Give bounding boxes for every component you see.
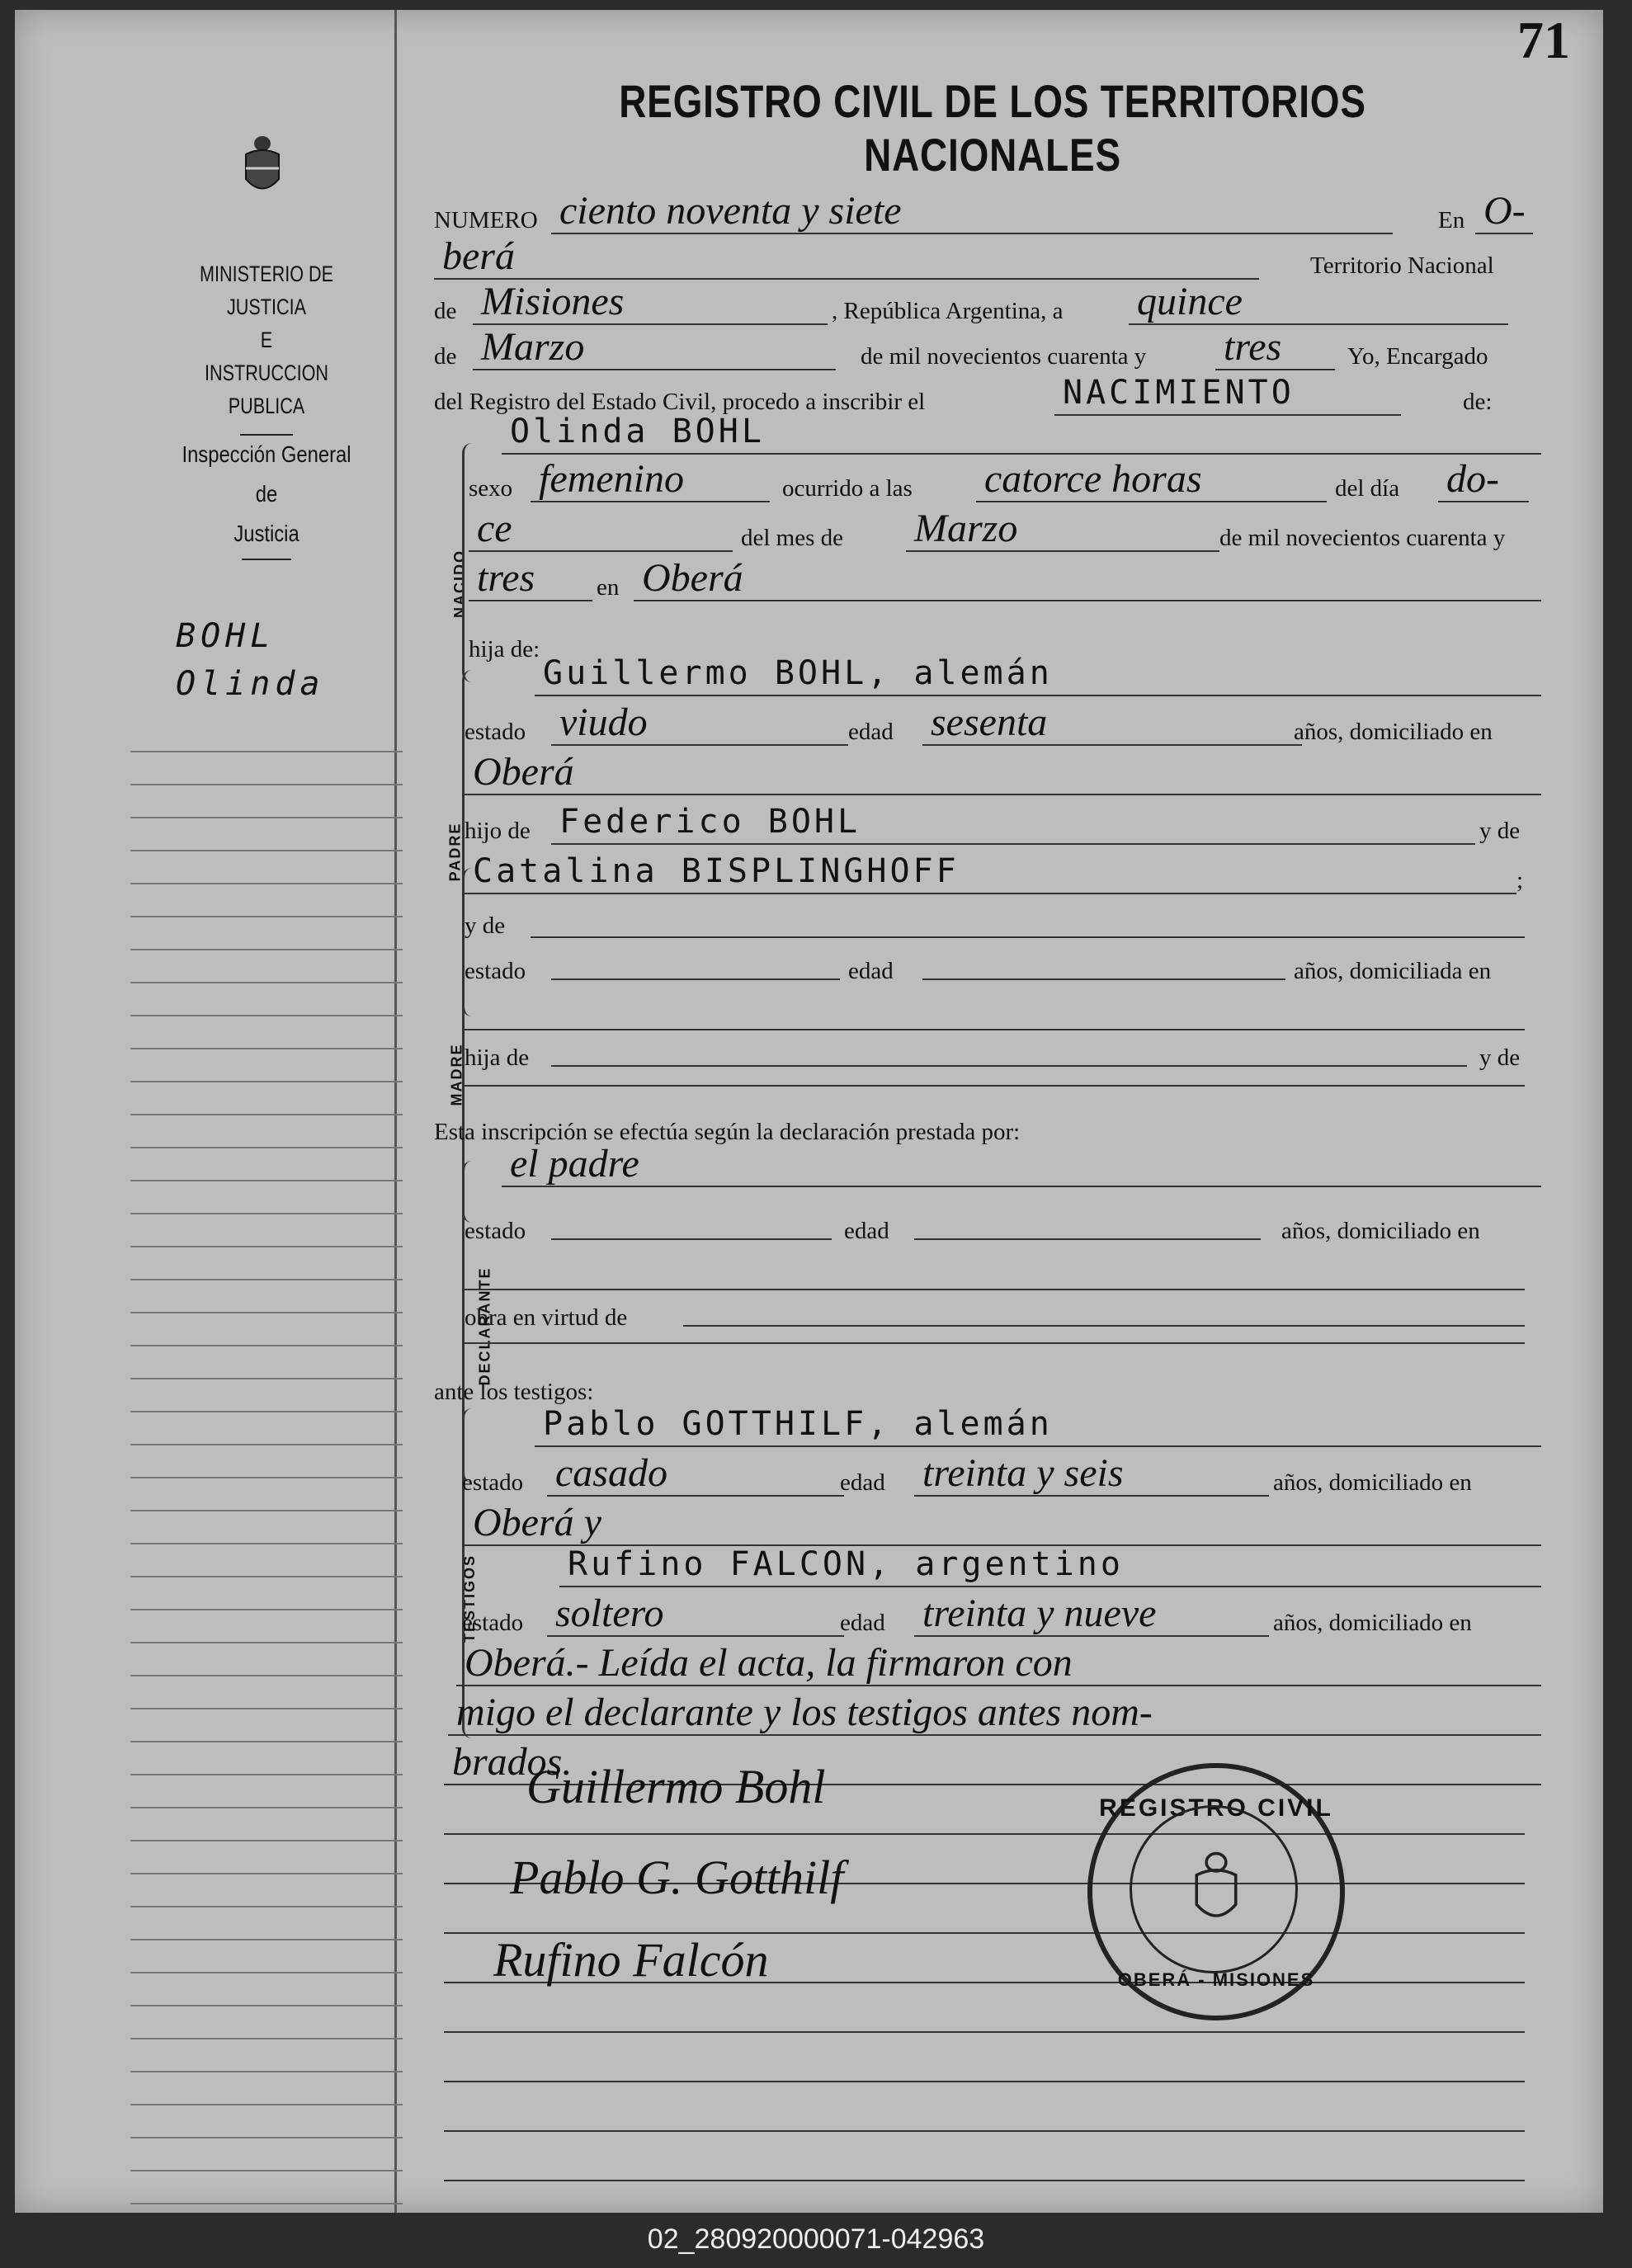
ruled-line [444,2081,1525,2082]
section-declarante: DECLARANTE [476,1266,493,1386]
field-cierre-2: migo el declarante y los testigos antes nom- [448,1691,1541,1736]
row-declaracion [427,1103,1541,1146]
line-declarante-estado [551,1238,832,1240]
image-id-footer: 02_280920000071-042963 [647,2223,985,2255]
label-edad-declarante: edad [844,1218,889,1244]
label-semicolon: ; [1516,867,1524,894]
label-hijo-de: hijo de [465,818,531,844]
row-fecha-registro [427,325,1541,370]
label-obra: obra en virtud de [465,1304,628,1331]
label-estado-t1: estado [462,1469,524,1496]
ministry-line-3: INSTRUCCION PUBLICA [205,361,328,418]
label-del-dia: del día [1335,475,1400,502]
field-padre-domicilio: Oberá [465,751,1541,795]
line-madre-estado [551,978,840,980]
label-declaracion: Esta inscripción se efectúa según la declaración prestada por: [434,1119,1021,1145]
label-yo: Yo, Encargado [1347,343,1488,370]
field-hora: catorce horas [976,458,1327,502]
inspeccion-line-1: Inspección General [182,441,351,467]
row-lugar [427,556,1541,601]
row-place [427,234,1541,280]
label-en: En [1438,207,1465,233]
field-padre-estado: viudo [551,701,848,746]
row-madre [427,897,1541,940]
row-padre [427,653,1541,696]
row-madre-estado [427,942,1541,985]
line-madre-edad [922,978,1285,980]
section-nacido: NACIDO [451,549,468,618]
signature-testigo2: Rufino Falcón [493,1933,769,1987]
section-madre: MADRE [448,1043,465,1106]
field-anio-registro: tres [1215,326,1335,370]
label-anos-dom: años, domiciliado en [1294,719,1493,745]
label-edad-t1: edad [840,1469,885,1496]
field-testigo1-edad: treinta y seis [914,1452,1269,1497]
field-dia-b: ce [469,507,733,552]
row-cierre-1 [427,1643,1541,1686]
ruled-line [444,1833,1525,1835]
section-testigos: TESTIGOS [461,1554,479,1643]
field-mes: Marzo [906,507,1219,552]
field-territorio: Misiones [473,281,828,325]
field-sexo: femenino [531,458,770,502]
label-edad: edad [848,719,894,745]
margin-surname: BOHL [176,617,276,655]
line-obra [683,1325,1525,1327]
label-republica: , República Argentina, a [832,298,1064,324]
field-padre: Guillermo BOHL, alemán [535,652,1541,696]
label-sexo: sexo [469,475,513,502]
label-edad-madre: edad [848,958,894,984]
registro-civil-stamp [1087,1763,1345,2020]
field-place-b: berá [434,235,1259,280]
row-fecha [427,509,1541,552]
line-madre-madre [465,1085,1525,1087]
label-y-de-lc: y de [465,912,506,939]
ministry-line-1: MINISTERIO DE JUSTICIA [199,262,333,319]
row-territorio [427,282,1541,325]
label-estado: estado [465,719,526,745]
line-obra-2 [465,1342,1525,1344]
row-obra [427,1289,1541,1332]
row-abuela [427,851,1541,894]
field-testigo2-edad: treinta y nueve [914,1592,1269,1637]
inspeccion-line-3: Justicia [233,521,300,546]
inspeccion-heading [179,435,355,565]
margin-annotation [176,612,325,708]
field-mes-registro: Marzo [473,326,836,370]
label-registro: del Registro del Estado Civil, procedo a inscribir el [434,389,926,415]
ministry-line-2: E [260,328,273,352]
field-testigo2-estado: soltero [547,1592,844,1637]
stamp-shield-icon [1191,1851,1241,1929]
inspeccion-line-2: de [255,481,278,507]
row-testigo2 [427,1544,1541,1587]
field-anio: tres [469,557,592,601]
stamp-top-text: REGISTRO CIVIL [1099,1794,1333,1822]
field-testigo1: Pablo GOTTHILF, alemán [535,1403,1541,1447]
stamp-bottom-text: OBERÁ - MISIONES [1117,1969,1315,1990]
field-testigo2: Rufino FALCON, argentino [559,1543,1541,1587]
signature-testigo1: Pablo G. Gotthilf [510,1851,844,1904]
field-dia-registro: quince [1129,281,1508,325]
label-y-de: y de [1479,818,1521,844]
field-nombre: Olinda BOHL [502,410,1541,455]
label-anos-declarante: años, domiciliado en [1281,1218,1480,1244]
coat-of-arms-icon [242,134,283,200]
field-numero: ciento noventa y siete [551,190,1393,234]
label-hija-de-2: hija de [465,1044,530,1071]
label-del-mes: del mes de [741,525,844,551]
label-estado-t2: estado [462,1610,524,1636]
label-estado-declarante: estado [465,1218,526,1244]
label-ante: ante los testigos: [434,1379,594,1405]
field-abuelo: Federico BOHL [551,800,1475,845]
row-padre-domicilio [427,752,1541,795]
field-testigo1-estado: casado [547,1452,844,1497]
margin-given-name: Olinda [176,665,325,703]
label-de-colon: de: [1463,389,1493,415]
row-ante [427,1363,1541,1406]
row-padre-estado [427,700,1541,746]
label-anos-t2: años, domiciliado en [1273,1610,1472,1636]
row-cierre-2 [427,1690,1541,1736]
field-dia-a: do- [1438,458,1529,502]
ruled-line [444,2130,1525,2132]
label-mil: de mil novecientos cuarenta y [861,343,1147,370]
row-madre-padres [427,1029,1541,1072]
line-madre-padre [551,1065,1467,1067]
signature-padre: Guillermo Bohl [526,1760,826,1813]
line-declarante-edad [914,1238,1261,1240]
label-de-2: de [434,343,457,370]
field-testigo1-domicilio: Oberá y [465,1502,1541,1546]
row-sexo [427,457,1541,502]
label-de: de [434,298,457,324]
row-declarante-estado [427,1202,1541,1245]
label-ocurrido: ocurrido a las [782,475,913,502]
field-cierre-3: brados. [444,1741,1541,1785]
label-territorio: Territorio Nacional [1310,252,1494,279]
row-declarante [427,1144,1541,1187]
row-numero [427,191,1541,234]
label-estado-madre: estado [465,958,526,984]
margin-ruled-lines [130,719,403,2204]
field-lugar: Oberá [634,557,1541,601]
field-place-a: O- [1475,190,1533,234]
label-hija-de: hija de: [469,636,540,662]
ruled-line [444,2031,1525,2033]
label-y-de-2: y de [1479,1044,1521,1071]
row-nombre [427,412,1541,455]
field-padre-edad: sesenta [922,701,1302,746]
ruled-line [444,2180,1525,2181]
register-page [15,10,1603,2213]
label-en-lc: en [597,574,620,601]
divider [242,559,291,560]
field-acto: NACIMIENTO [1054,371,1401,416]
section-padre: PADRE [446,822,464,882]
ministry-heading [164,257,369,454]
row-abuelo [427,802,1541,845]
label-numero: NUMERO [434,207,538,233]
label-anos-doma: años, domiciliada en [1294,958,1492,984]
margin-column [48,10,397,2213]
page-number: 71 [1517,11,1570,69]
label-anos-t1: años, domiciliado en [1273,1469,1472,1496]
label-edad-t2: edad [840,1610,885,1636]
field-declarante: el padre [502,1143,1541,1187]
row-testigo1-estado [427,1451,1541,1497]
row-testigo1-domicilio [427,1503,1541,1546]
label-mil-y: de mil novecientos cuarenta y [1219,525,1506,551]
line-madre [531,936,1525,938]
field-abuela: Catalina BISPLINGHOFF [465,850,1516,894]
page-title: REGISTRO CIVIL DE LOS TERRITORIOS NACIONALES [619,75,1366,181]
field-cierre-1: Oberá.- Leída el acta, la firmaron con [456,1642,1541,1686]
row-testigo1 [427,1404,1541,1447]
